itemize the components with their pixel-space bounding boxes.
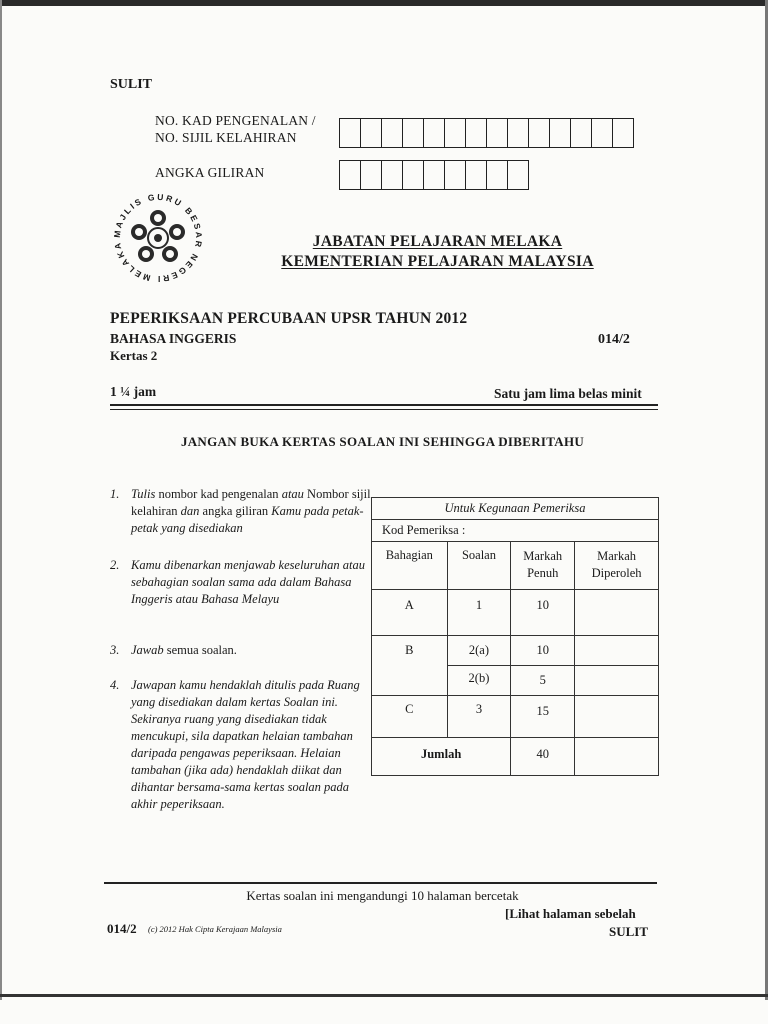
paper-number: Kertas 2 — [110, 348, 158, 363]
angka-giliran-input-boxes[interactable] — [339, 160, 529, 190]
duration-long: Satu jam lima belas minit — [494, 386, 642, 401]
classification-label-top: SULIT — [110, 77, 153, 92]
row-c-marks-input[interactable] — [575, 696, 659, 738]
ic-number-label-2: NO. SIJIL KELAHIRAN — [155, 130, 297, 145]
total-label: Jumlah — [372, 738, 511, 776]
examiner-marks-table — [371, 497, 659, 776]
row-a-section: A — [372, 590, 448, 636]
footer-divider — [104, 882, 657, 884]
scan-border-bottom — [0, 994, 768, 997]
instruction-text: Jawapan kamu hendaklah ditulis pada Ruang yang disediakan dalam kertas Soalan ini. Sekiranya ruang yang disediakan tidak mencukupi, sila dapatkan helaian tambahan daripada pengawas peperiksaan. Helaian tambahan (jika ada) hendaklah diikat dan dihantar bersama-sama kertas soalan pada akhir peperiksaan. — [131, 678, 360, 811]
see-next-page: [Lihat halaman sebelah — [505, 906, 636, 921]
row-b-question-a: 2(a) — [447, 636, 511, 666]
row-c-question: 3 — [447, 696, 511, 738]
table-title: Untuk Kegunaan Pemeriksa — [372, 498, 659, 520]
do-not-open-warning: JANGAN BUKA KERTAS SOALAN INI SEHINGGA DIBERITAHU — [180, 434, 585, 449]
classification-label-bottom: SULIT — [609, 924, 649, 939]
instruction-number: 2. — [110, 558, 120, 572]
instruction-number: 4. — [110, 678, 120, 692]
duration-short: 1 ¼ jam — [110, 384, 157, 399]
instruction-text: angka giliran — [199, 504, 272, 518]
row-a-full-marks: 10 — [511, 590, 575, 636]
scan-border-top — [0, 0, 768, 6]
paper-code: 014/2 — [598, 332, 630, 347]
copyright-notice: (c) 2012 Hak Cipta Kerajaan Malaysia — [148, 924, 282, 934]
divider-thin — [110, 409, 658, 410]
row-a-marks-input[interactable] — [575, 590, 659, 636]
row-b-full-marks-b: 5 — [511, 666, 575, 696]
majlis-guru-besar-logo — [110, 190, 206, 286]
row-b-section: B — [372, 636, 448, 696]
row-c-section: C — [372, 696, 448, 738]
org-line-2: KEMENTERIAN PELAJARAN MALAYSIA — [281, 253, 594, 270]
subject-name: BAHASA INGGERIS — [110, 331, 237, 346]
header-marks-obtained: Markah Diperoleh — [575, 542, 659, 590]
instruction-text: atau — [281, 487, 304, 501]
footer-paper-code: 014/2 — [107, 921, 137, 936]
page-count-note: Kertas soalan ini mengandungi 10 halaman bercetak — [246, 888, 519, 903]
row-b-marks-input-b[interactable] — [575, 666, 659, 696]
examiner-code-field[interactable]: Kod Pemeriksa : — [372, 520, 659, 542]
logo-arc-text: MAJLIS GURU BESAR NEGERI MELAKA — [111, 191, 205, 285]
ic-number-label-1: NO. KAD PENGENALAN / — [155, 113, 316, 128]
instruction-number: 3. — [110, 643, 120, 657]
scan-border-left — [0, 0, 2, 1000]
instruction-3 — [110, 642, 372, 659]
instruction-number: 1. — [110, 487, 120, 501]
instruction-text: nombor kad pengenalan — [158, 487, 282, 501]
angka-giliran-label: ANGKA GILIRAN — [155, 165, 265, 180]
header-question: Soalan — [447, 542, 511, 590]
row-b-question-b: 2(b) — [447, 666, 511, 696]
instruction-text: Tulis — [131, 487, 159, 501]
org-line-1: JABATAN PELAJARAN MELAKA — [312, 233, 563, 250]
row-c-full-marks: 15 — [511, 696, 575, 738]
exam-title: PEPERIKSAAN PERCUBAAN UPSR TAHUN 2012 — [110, 310, 468, 327]
instruction-2 — [110, 557, 372, 608]
instruction-1 — [110, 486, 372, 537]
organisation-heading — [265, 232, 610, 272]
row-b-full-marks-a: 10 — [511, 636, 575, 666]
instruction-text: Jawab — [131, 643, 167, 657]
ic-number-input-boxes[interactable] — [339, 118, 634, 148]
instruction-text: dan — [180, 504, 200, 518]
instruction-text: Kamu pada petak-petak yang disediakan — [131, 504, 364, 535]
instruction-text: semua soalan. — [166, 643, 237, 657]
row-a-question: 1 — [447, 590, 511, 636]
total-value: 40 — [511, 738, 575, 776]
total-marks-input[interactable] — [575, 738, 659, 776]
row-b-marks-input-a[interactable] — [575, 636, 659, 666]
header-section: Bahagian — [372, 542, 448, 590]
divider-thick — [110, 404, 658, 406]
instruction-text: Nombor sijil kelahiran — [131, 487, 371, 518]
instruction-4 — [110, 677, 372, 813]
header-full-marks: Markah Penuh — [511, 542, 575, 590]
instruction-text: Kamu dibenarkan menjawab keseluruhan atau sebahagian soalan sama ada dalam Bahasa Inggeris atau Bahasa Melayu — [131, 558, 366, 606]
